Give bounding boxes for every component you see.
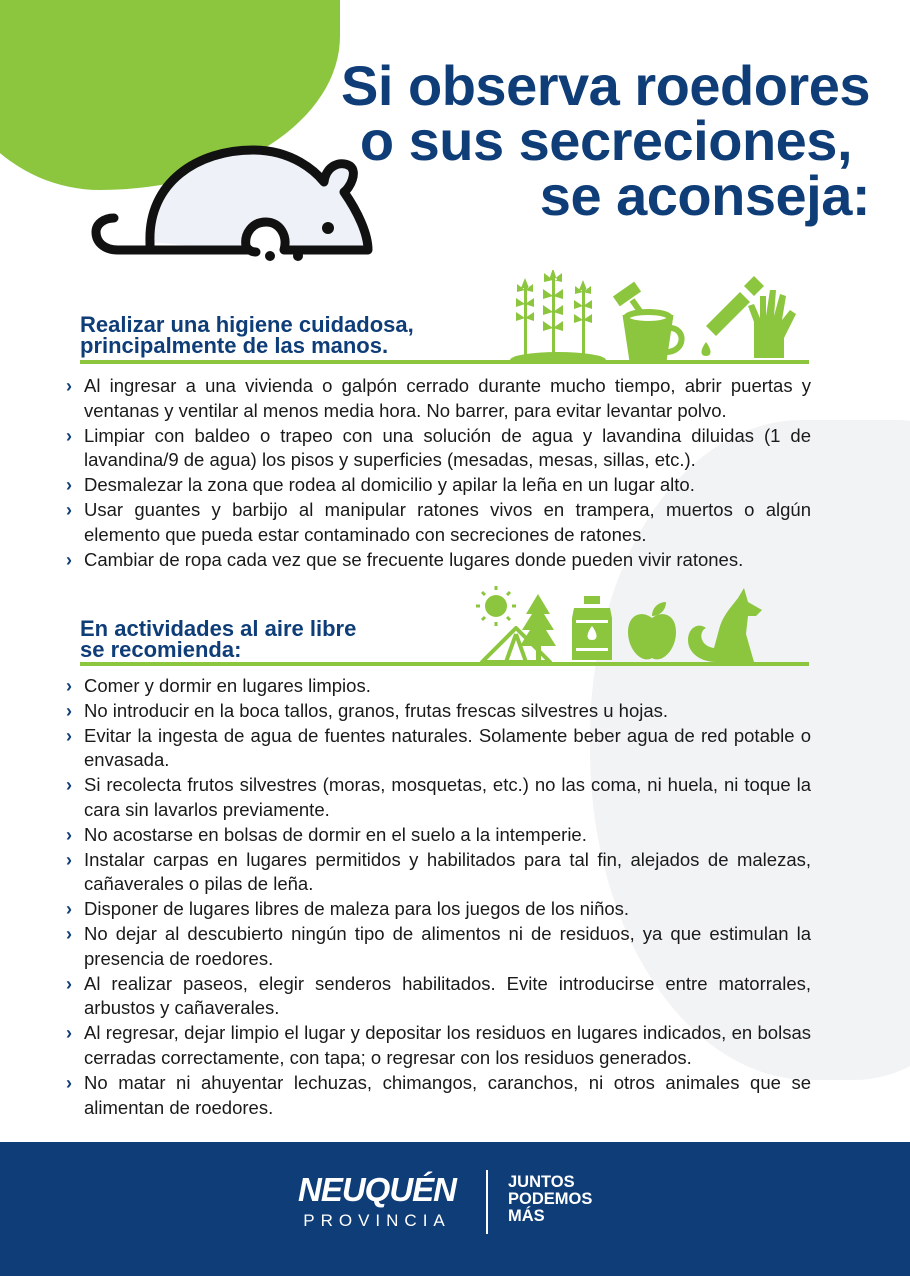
chevron-right-icon: › [66, 376, 72, 396]
chevron-right-icon: › [66, 1072, 72, 1093]
mouse-icon [88, 142, 378, 272]
brand-subtitle: PROVINCIA [303, 1211, 451, 1230]
list-item-text: Usar guantes y barbijo al manipular ratones vivos en trampera, muertos o algún elemento que pueda estar contaminado con secreciones de ratones. [84, 498, 811, 545]
apple-icon [628, 602, 676, 659]
list-item [66, 473, 811, 498]
sun-icon [476, 586, 516, 626]
list-item [66, 724, 811, 774]
hygiene-icons [508, 270, 808, 362]
slogan [508, 1174, 592, 1225]
list-item-text: No acostarse en bolsas de dormir en el suelo a la intemperie. [84, 823, 587, 845]
list-item-text: No dejar al descubierto ningún tipo de alimentos ni de residuos, ya que estimulan la presencia de roedores. [84, 922, 811, 969]
list-item [66, 498, 811, 548]
list-item [66, 972, 811, 1022]
chevron-right-icon: › [66, 899, 72, 920]
list-item-text: Al realizar paseos, elegir senderos habilitados. Evite introducirse entre matorrales, arbustos y cañaverales. [84, 972, 811, 1019]
chevron-right-icon: › [66, 973, 72, 994]
chevron-right-icon: › [66, 425, 72, 446]
outdoor-icons [476, 584, 776, 664]
brand-name: NEUQUÉN [298, 1171, 457, 1208]
plants-icon [510, 270, 606, 362]
section-2-heading [80, 618, 356, 660]
chevron-right-icon: › [66, 676, 72, 696]
chevron-right-icon: › [66, 499, 72, 520]
section-2-heading-line-2: se recomienda: [80, 637, 242, 662]
chevron-right-icon: › [66, 1023, 72, 1044]
footer-divider [486, 1170, 488, 1234]
slogan-line-1: JUNTOS [508, 1173, 575, 1191]
brand-logo [298, 1172, 456, 1232]
water-jug-icon [572, 596, 612, 660]
title-line-3: se aconseja: [539, 164, 870, 227]
list-item-text: Al ingresar a una vivienda o galpón cerrado durante mucho tiempo, abrir puertas y ventanas y ventilar al menos media hora. No barrer, para evitar levantar polvo. [84, 375, 811, 421]
list-item-text: No matar ni ahuyentar lechuzas, chimangos, caranchos, ni otros animales que se alimentan de roedores. [84, 1071, 811, 1118]
list-item [66, 374, 811, 424]
slogan-line-3: MÁS [508, 1207, 545, 1225]
list-item-text: Limpiar con baldeo o trapeo con una solución de agua y lavandina diluidas (1 de lavandina/9 de agua) los pisos y superficies (mesadas, mesas, sillas, etc.). [84, 424, 811, 471]
section-1-heading-line-2: principalmente de las manos. [80, 333, 389, 358]
list-item [66, 848, 811, 898]
section-1-heading [80, 314, 414, 356]
list-item-text: Cambiar de ropa cada vez que se frecuente lugares donde pueden vivir ratones. [84, 548, 744, 570]
list-item-text: Si recolecta frutos silvestres (moras, mosquetas, etc.) no las coma, ni huela, ni toque la cara sin lavarlos previamente. [84, 774, 811, 820]
bucket-icon [613, 282, 682, 358]
list-item-text: Desmalezar la zona que rodea al domicilio y apilar la leña en un lugar alto. [84, 474, 695, 496]
list-item [66, 699, 811, 724]
list-item-text: Disponer de lugares libres de maleza para los juegos de los niños. [84, 898, 630, 920]
list-item [66, 897, 811, 922]
list-item [66, 674, 811, 699]
chevron-right-icon: › [66, 923, 72, 944]
slogan-line-2: PODEMOS [508, 1190, 593, 1208]
section-2-heading-line-1: En actividades al aire libre [80, 616, 357, 641]
glove-icon [748, 290, 796, 358]
chevron-right-icon: › [66, 824, 72, 845]
list-item [66, 1071, 811, 1121]
title-line-2: o sus secreciones, [359, 109, 852, 172]
list-item-text: Evitar la ingesta de agua de fuentes naturales. Solamente beber agua de red potable o envasada. [84, 724, 811, 771]
chevron-right-icon: › [66, 700, 72, 721]
list-item [66, 548, 811, 573]
chevron-right-icon: › [66, 549, 72, 570]
section-2-list [66, 674, 811, 1120]
footer [0, 1142, 910, 1276]
list-item [66, 773, 811, 823]
list-item [66, 1021, 811, 1071]
chevron-right-icon: › [66, 849, 72, 870]
list-item [66, 424, 811, 474]
chevron-right-icon: › [66, 725, 72, 746]
list-item-text: No introducir en la boca tallos, granos, frutas frescas silvestres u hojas. [84, 699, 669, 721]
section-1-list [66, 374, 811, 572]
title-line-1: Si observa roedores [341, 54, 870, 117]
section-1-heading-line-1: Realizar una higiene cuidadosa, [80, 312, 414, 337]
fox-icon [688, 588, 762, 662]
list-item [66, 823, 811, 848]
list-item-text: Comer y dormir en lugares limpios. [84, 675, 371, 696]
chevron-right-icon: › [66, 775, 72, 796]
list-item-text: Instalar carpas en lugares permitidos y habilitados para tal fin, alejados de malezas, cañaverales o pilas de leña. [84, 848, 811, 895]
chevron-right-icon: › [66, 475, 72, 496]
list-item-text: Al regresar, dejar limpio el lugar y depositar los residuos en lugares indicados, en bolsas cerradas correctamente, con tapa; o regresar con los residuos generados. [84, 1022, 811, 1068]
list-item [66, 922, 811, 972]
page-title [341, 54, 870, 227]
